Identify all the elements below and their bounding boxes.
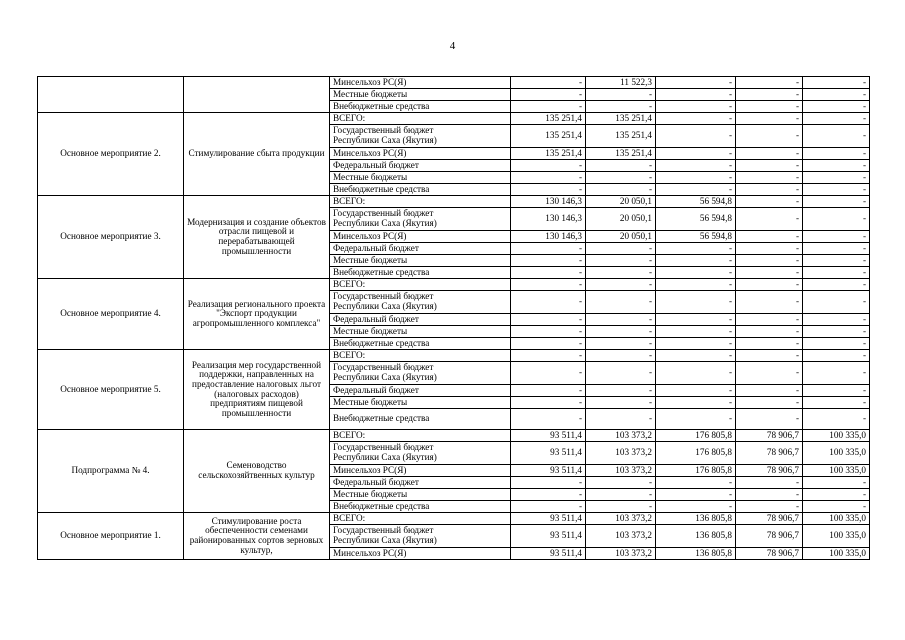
amount-cell: - xyxy=(736,77,803,89)
amount-cell: - xyxy=(656,113,736,125)
amount-cell: 100 335,0 xyxy=(803,525,870,548)
amount-cell: - xyxy=(736,326,803,338)
amount-cell: - xyxy=(511,350,586,362)
amount-cell: 11 522,3 xyxy=(586,77,656,89)
amount-cell: - xyxy=(656,397,736,409)
amount-cell: 78 906,7 xyxy=(736,525,803,548)
amount-cell: - xyxy=(803,208,870,231)
funding-source-cell: ВСЕГО: xyxy=(330,350,511,362)
funding-source-cell: Внебюджетные средства xyxy=(330,184,511,196)
amount-cell: 56 594,8 xyxy=(656,231,736,243)
amount-cell: - xyxy=(803,409,870,430)
amount-cell: - xyxy=(656,279,736,291)
amount-cell: - xyxy=(736,148,803,160)
amount-cell: - xyxy=(803,489,870,501)
amount-cell: - xyxy=(586,338,656,350)
amount-cell: - xyxy=(656,267,736,279)
amount-cell: - xyxy=(656,172,736,184)
amount-cell: - xyxy=(511,160,586,172)
amount-cell: - xyxy=(511,255,586,267)
funding-source-cell: Внебюджетные средства xyxy=(330,501,511,513)
event-cell: Основное мероприятие 5. xyxy=(38,350,184,430)
amount-cell: - xyxy=(586,362,656,385)
amount-cell: 78 906,7 xyxy=(736,430,803,442)
funding-source-cell: Местные бюджеты xyxy=(330,489,511,501)
funding-source-cell: Внебюджетные средства xyxy=(330,267,511,279)
amount-cell: - xyxy=(586,243,656,255)
amount-cell: - xyxy=(803,243,870,255)
amount-cell: - xyxy=(736,255,803,267)
amount-cell: - xyxy=(736,243,803,255)
program-name-cell: Модернизация и создание объектов отрасли пищевой и перерабатывающей промышленности xyxy=(184,196,330,279)
amount-cell: - xyxy=(803,338,870,350)
amount-cell: - xyxy=(803,160,870,172)
amount-cell: 136 805,8 xyxy=(656,525,736,548)
amount-cell: 93 511,4 xyxy=(511,465,586,477)
amount-cell: - xyxy=(586,314,656,326)
funding-source-cell: Местные бюджеты xyxy=(330,397,511,409)
amount-cell: - xyxy=(511,243,586,255)
funding-source-cell: Местные бюджеты xyxy=(330,326,511,338)
funding-source-cell: Минсельхоз РС(Я) xyxy=(330,148,511,160)
amount-cell: - xyxy=(803,255,870,267)
amount-cell: - xyxy=(656,125,736,148)
amount-cell: - xyxy=(511,267,586,279)
amount-cell: - xyxy=(656,326,736,338)
event-cell: Основное мероприятие 3. xyxy=(38,196,184,279)
amount-cell: - xyxy=(511,501,586,513)
funding-source-cell: Местные бюджеты xyxy=(330,255,511,267)
amount-cell: 78 906,7 xyxy=(736,465,803,477)
amount-cell: - xyxy=(736,291,803,314)
amount-cell: 130 146,3 xyxy=(511,196,586,208)
amount-cell: - xyxy=(656,243,736,255)
amount-cell: - xyxy=(803,113,870,125)
amount-cell: - xyxy=(586,160,656,172)
amount-cell: - xyxy=(586,326,656,338)
amount-cell: - xyxy=(586,101,656,113)
amount-cell: 136 805,8 xyxy=(656,513,736,525)
amount-cell: - xyxy=(803,350,870,362)
amount-cell: - xyxy=(656,291,736,314)
funding-source-cell: Федеральный бюджет xyxy=(330,243,511,255)
amount-cell: 136 805,8 xyxy=(656,548,736,560)
amount-cell: 78 906,7 xyxy=(736,548,803,560)
amount-cell: - xyxy=(511,477,586,489)
amount-cell: - xyxy=(586,385,656,397)
amount-cell: 78 906,7 xyxy=(736,513,803,525)
funding-source-cell: Минсельхоз РС(Я) xyxy=(330,465,511,477)
funding-source-cell: Минсельхоз РС(Я) xyxy=(330,231,511,243)
amount-cell: 100 335,0 xyxy=(803,465,870,477)
amount-cell: - xyxy=(736,196,803,208)
amount-cell: - xyxy=(736,101,803,113)
amount-cell: 100 335,0 xyxy=(803,513,870,525)
amount-cell: - xyxy=(586,409,656,430)
table-row xyxy=(38,196,870,208)
amount-cell: - xyxy=(803,397,870,409)
amount-cell: 103 373,2 xyxy=(586,442,656,465)
funding-source-cell: Федеральный бюджет xyxy=(330,314,511,326)
funding-source-cell: Внебюджетные средства xyxy=(330,409,511,430)
program-name-cell: Семеноводство сельскохозяйтвенных культур xyxy=(184,430,330,513)
amount-cell: - xyxy=(803,101,870,113)
amount-cell: - xyxy=(803,184,870,196)
amount-cell: - xyxy=(736,125,803,148)
amount-cell: - xyxy=(656,255,736,267)
amount-cell: 176 805,8 xyxy=(656,430,736,442)
funding-source-cell: ВСЕГО: xyxy=(330,279,511,291)
amount-cell: 93 511,4 xyxy=(511,442,586,465)
funding-source-cell: Внебюджетные средства xyxy=(330,101,511,113)
amount-cell: - xyxy=(511,291,586,314)
amount-cell: - xyxy=(736,338,803,350)
amount-cell: - xyxy=(736,477,803,489)
amount-cell: - xyxy=(736,350,803,362)
table-row xyxy=(38,430,870,442)
funding-source-cell: ВСЕГО: xyxy=(330,513,511,525)
funding-source-cell: Государственный бюджет Республики Саха (Якутия) xyxy=(330,362,511,385)
amount-cell: - xyxy=(511,184,586,196)
amount-cell: - xyxy=(656,477,736,489)
amount-cell: 93 511,4 xyxy=(511,430,586,442)
amount-cell: - xyxy=(803,314,870,326)
amount-cell: - xyxy=(803,291,870,314)
amount-cell: 100 335,0 xyxy=(803,430,870,442)
amount-cell: - xyxy=(736,184,803,196)
amount-cell: 130 146,3 xyxy=(511,231,586,243)
amount-cell: - xyxy=(656,350,736,362)
funding-source-cell: ВСЕГО: xyxy=(330,196,511,208)
amount-cell: - xyxy=(803,326,870,338)
funding-source-cell: Федеральный бюджет xyxy=(330,477,511,489)
page-number: 4 xyxy=(449,40,456,52)
amount-cell: - xyxy=(656,148,736,160)
amount-cell: 135 251,4 xyxy=(586,148,656,160)
amount-cell: 103 373,2 xyxy=(586,430,656,442)
budget-table-body xyxy=(38,77,870,560)
amount-cell: - xyxy=(803,77,870,89)
amount-cell: - xyxy=(586,291,656,314)
amount-cell: 176 805,8 xyxy=(656,442,736,465)
amount-cell: 93 511,4 xyxy=(511,548,586,560)
amount-cell: - xyxy=(803,231,870,243)
amount-cell: 130 146,3 xyxy=(511,208,586,231)
amount-cell: - xyxy=(586,350,656,362)
amount-cell: - xyxy=(511,172,586,184)
amount-cell: - xyxy=(586,501,656,513)
amount-cell: - xyxy=(736,267,803,279)
amount-cell: 100 335,0 xyxy=(803,442,870,465)
amount-cell: - xyxy=(511,77,586,89)
amount-cell: - xyxy=(586,279,656,291)
funding-source-cell: ВСЕГО: xyxy=(330,430,511,442)
program-name-cell: Реализация мер государственной поддержки, направленных на предоставление налоговых льгот (налоговых расходов) предприятиям пищевой промышленности xyxy=(184,350,330,430)
amount-cell: - xyxy=(803,279,870,291)
amount-cell: 100 335,0 xyxy=(803,548,870,560)
amount-cell: - xyxy=(511,362,586,385)
table-row xyxy=(38,513,870,525)
amount-cell: 135 251,4 xyxy=(511,113,586,125)
amount-cell: - xyxy=(586,184,656,196)
amount-cell: 93 511,4 xyxy=(511,525,586,548)
amount-cell: - xyxy=(803,267,870,279)
amount-cell: 135 251,4 xyxy=(511,148,586,160)
amount-cell: 20 050,1 xyxy=(586,196,656,208)
amount-cell: - xyxy=(656,160,736,172)
amount-cell: - xyxy=(736,501,803,513)
amount-cell: 56 594,8 xyxy=(656,196,736,208)
table-row xyxy=(38,113,870,125)
amount-cell: - xyxy=(656,184,736,196)
amount-cell: - xyxy=(803,477,870,489)
program-name-cell: Реализация регионального проекта "Экспорт продукции агропромышленного комплекса" xyxy=(184,279,330,350)
funding-source-cell: Внебюджетные средства xyxy=(330,338,511,350)
amount-cell: 135 251,4 xyxy=(586,113,656,125)
amount-cell: 176 805,8 xyxy=(656,465,736,477)
amount-cell: - xyxy=(736,409,803,430)
amount-cell: - xyxy=(586,477,656,489)
amount-cell: - xyxy=(803,501,870,513)
budget-table xyxy=(37,76,870,560)
event-cell xyxy=(38,77,184,113)
amount-cell: 20 050,1 xyxy=(586,208,656,231)
amount-cell: 93 511,4 xyxy=(511,513,586,525)
amount-cell: - xyxy=(511,89,586,101)
amount-cell: - xyxy=(656,314,736,326)
amount-cell: - xyxy=(736,385,803,397)
amount-cell: 103 373,2 xyxy=(586,548,656,560)
amount-cell: - xyxy=(736,231,803,243)
amount-cell: - xyxy=(511,314,586,326)
amount-cell: - xyxy=(736,113,803,125)
amount-cell: 56 594,8 xyxy=(656,208,736,231)
funding-source-cell: Государственный бюджет Республики Саха (Якутия) xyxy=(330,442,511,465)
amount-cell: - xyxy=(511,397,586,409)
amount-cell: - xyxy=(736,208,803,231)
amount-cell: - xyxy=(656,489,736,501)
amount-cell: - xyxy=(736,160,803,172)
amount-cell: 103 373,2 xyxy=(586,513,656,525)
amount-cell: - xyxy=(511,279,586,291)
amount-cell: - xyxy=(656,89,736,101)
amount-cell: 20 050,1 xyxy=(586,231,656,243)
funding-source-cell: Государственный бюджет Республики Саха (Якутия) xyxy=(330,525,511,548)
amount-cell: - xyxy=(586,89,656,101)
amount-cell: - xyxy=(736,314,803,326)
amount-cell: - xyxy=(656,385,736,397)
amount-cell: - xyxy=(736,89,803,101)
funding-source-cell: Местные бюджеты xyxy=(330,89,511,101)
amount-cell: - xyxy=(803,196,870,208)
program-name-cell xyxy=(184,77,330,113)
table-row xyxy=(38,77,870,89)
event-cell: Основное мероприятие 4. xyxy=(38,279,184,350)
funding-source-cell: Федеральный бюджет xyxy=(330,160,511,172)
event-cell: Подпрограмма № 4. xyxy=(38,430,184,513)
table-row xyxy=(38,350,870,362)
amount-cell: - xyxy=(511,101,586,113)
program-name-cell: Стимулирование сбыта продукции xyxy=(184,113,330,196)
funding-source-cell: Минсельхоз РС(Я) xyxy=(330,77,511,89)
amount-cell: - xyxy=(736,489,803,501)
program-name-cell: Стимулирование роста обеспеченности семенами районированных сортов зерновых культур, xyxy=(184,513,330,560)
amount-cell: - xyxy=(736,279,803,291)
amount-cell: - xyxy=(803,385,870,397)
amount-cell: - xyxy=(656,501,736,513)
table-row xyxy=(38,279,870,291)
funding-source-cell: ВСЕГО: xyxy=(330,113,511,125)
amount-cell: - xyxy=(586,489,656,501)
amount-cell: - xyxy=(511,338,586,350)
amount-cell: - xyxy=(586,172,656,184)
amount-cell: 135 251,4 xyxy=(511,125,586,148)
amount-cell: - xyxy=(511,326,586,338)
amount-cell: - xyxy=(803,148,870,160)
amount-cell: 78 906,7 xyxy=(736,442,803,465)
funding-source-cell: Государственный бюджет Республики Саха (Якутия) xyxy=(330,125,511,148)
amount-cell: - xyxy=(656,338,736,350)
amount-cell: - xyxy=(511,489,586,501)
amount-cell: - xyxy=(656,362,736,385)
amount-cell: - xyxy=(656,77,736,89)
amount-cell: - xyxy=(586,397,656,409)
funding-source-cell: Государственный бюджет Республики Саха (Якутия) xyxy=(330,291,511,314)
funding-source-cell: Минсельхоз РС(Я) xyxy=(330,548,511,560)
amount-cell: - xyxy=(656,101,736,113)
amount-cell: - xyxy=(511,385,586,397)
amount-cell: - xyxy=(736,397,803,409)
funding-source-cell: Местные бюджеты xyxy=(330,172,511,184)
amount-cell: - xyxy=(803,125,870,148)
amount-cell: - xyxy=(803,89,870,101)
amount-cell: - xyxy=(736,362,803,385)
amount-cell: - xyxy=(586,255,656,267)
amount-cell: - xyxy=(511,409,586,430)
funding-source-cell: Федеральный бюджет xyxy=(330,385,511,397)
amount-cell: 103 373,2 xyxy=(586,525,656,548)
amount-cell: - xyxy=(803,172,870,184)
amount-cell: - xyxy=(656,409,736,430)
amount-cell: 135 251,4 xyxy=(586,125,656,148)
event-cell: Основное мероприятие 2. xyxy=(38,113,184,196)
event-cell: Основное мероприятие 1. xyxy=(38,513,184,560)
funding-source-cell: Государственный бюджет Республики Саха (Якутия) xyxy=(330,208,511,231)
amount-cell: - xyxy=(803,362,870,385)
amount-cell: 103 373,2 xyxy=(586,465,656,477)
amount-cell: - xyxy=(586,267,656,279)
amount-cell: - xyxy=(736,172,803,184)
